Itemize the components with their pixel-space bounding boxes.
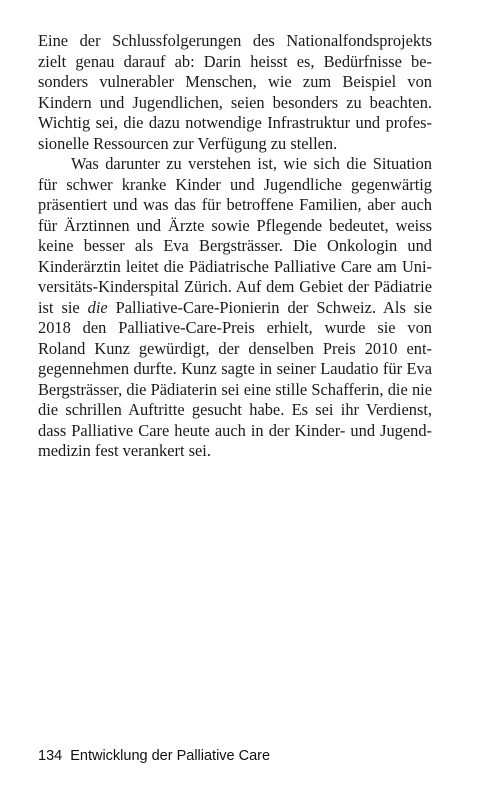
running-footer <box>38 748 270 764</box>
paragraph-2-text-end: Palliative-Care-Pionierin der Schweiz. Als sie 2018 den Palliative-Care-Preis erhielt, wurde sie von Roland Kunz gewürdigt, der denselben Preis 2010 entgegennehmen durfte. Kunz sagte in seiner Laudatio für Eva Bergsträsser, die Pädiaterin sei eine stille Schafferin, die nie die schrillen Auftritte gesucht habe. Es sei ihr Verdienst, dass Palliative Care heute auch in der Kinder- und Jugendmedizin fest verankert sei. <box>38 297 432 460</box>
page-number: 134 <box>38 748 63 764</box>
section-title: Entwicklung der Palliative Care <box>70 748 271 764</box>
paragraph-1: Eine der Schlussfolgerungen des Nationalfondsprojekts zielt genau darauf ab: Darin heisst es, Bedürfnisse besonders vulnerabler Menschen, wie zum Beispiel von Kindern und Jugendlichen, seien besonders zu beachten. Wichtig sei, die dazu notwendige Infrastruktur und professionelle Ressourcen zur Verfügung zu stellen. <box>38 31 432 153</box>
body-text <box>38 31 432 462</box>
paragraph-2 <box>38 154 432 462</box>
paragraph-2-text-start: Was darunter zu verstehen ist, wie sich die Situation für schwer kranke Kinder und Jugendliche gegenwärtig präsentiert und was das für betroffene Familien, aber auch für Ärztinnen und Ärzte sowie Pflegende bedeutet, weiss keine besser als Eva Bergsträsser. Die Onkologin und Kinderärztin leitet die Pädiatrische Palliative Care am Universitäts-Kinderspital Zürich. Auf dem Gebiet der Pädiatrie ist sie <box>38 154 432 317</box>
emphasis-die: die <box>87 297 108 317</box>
